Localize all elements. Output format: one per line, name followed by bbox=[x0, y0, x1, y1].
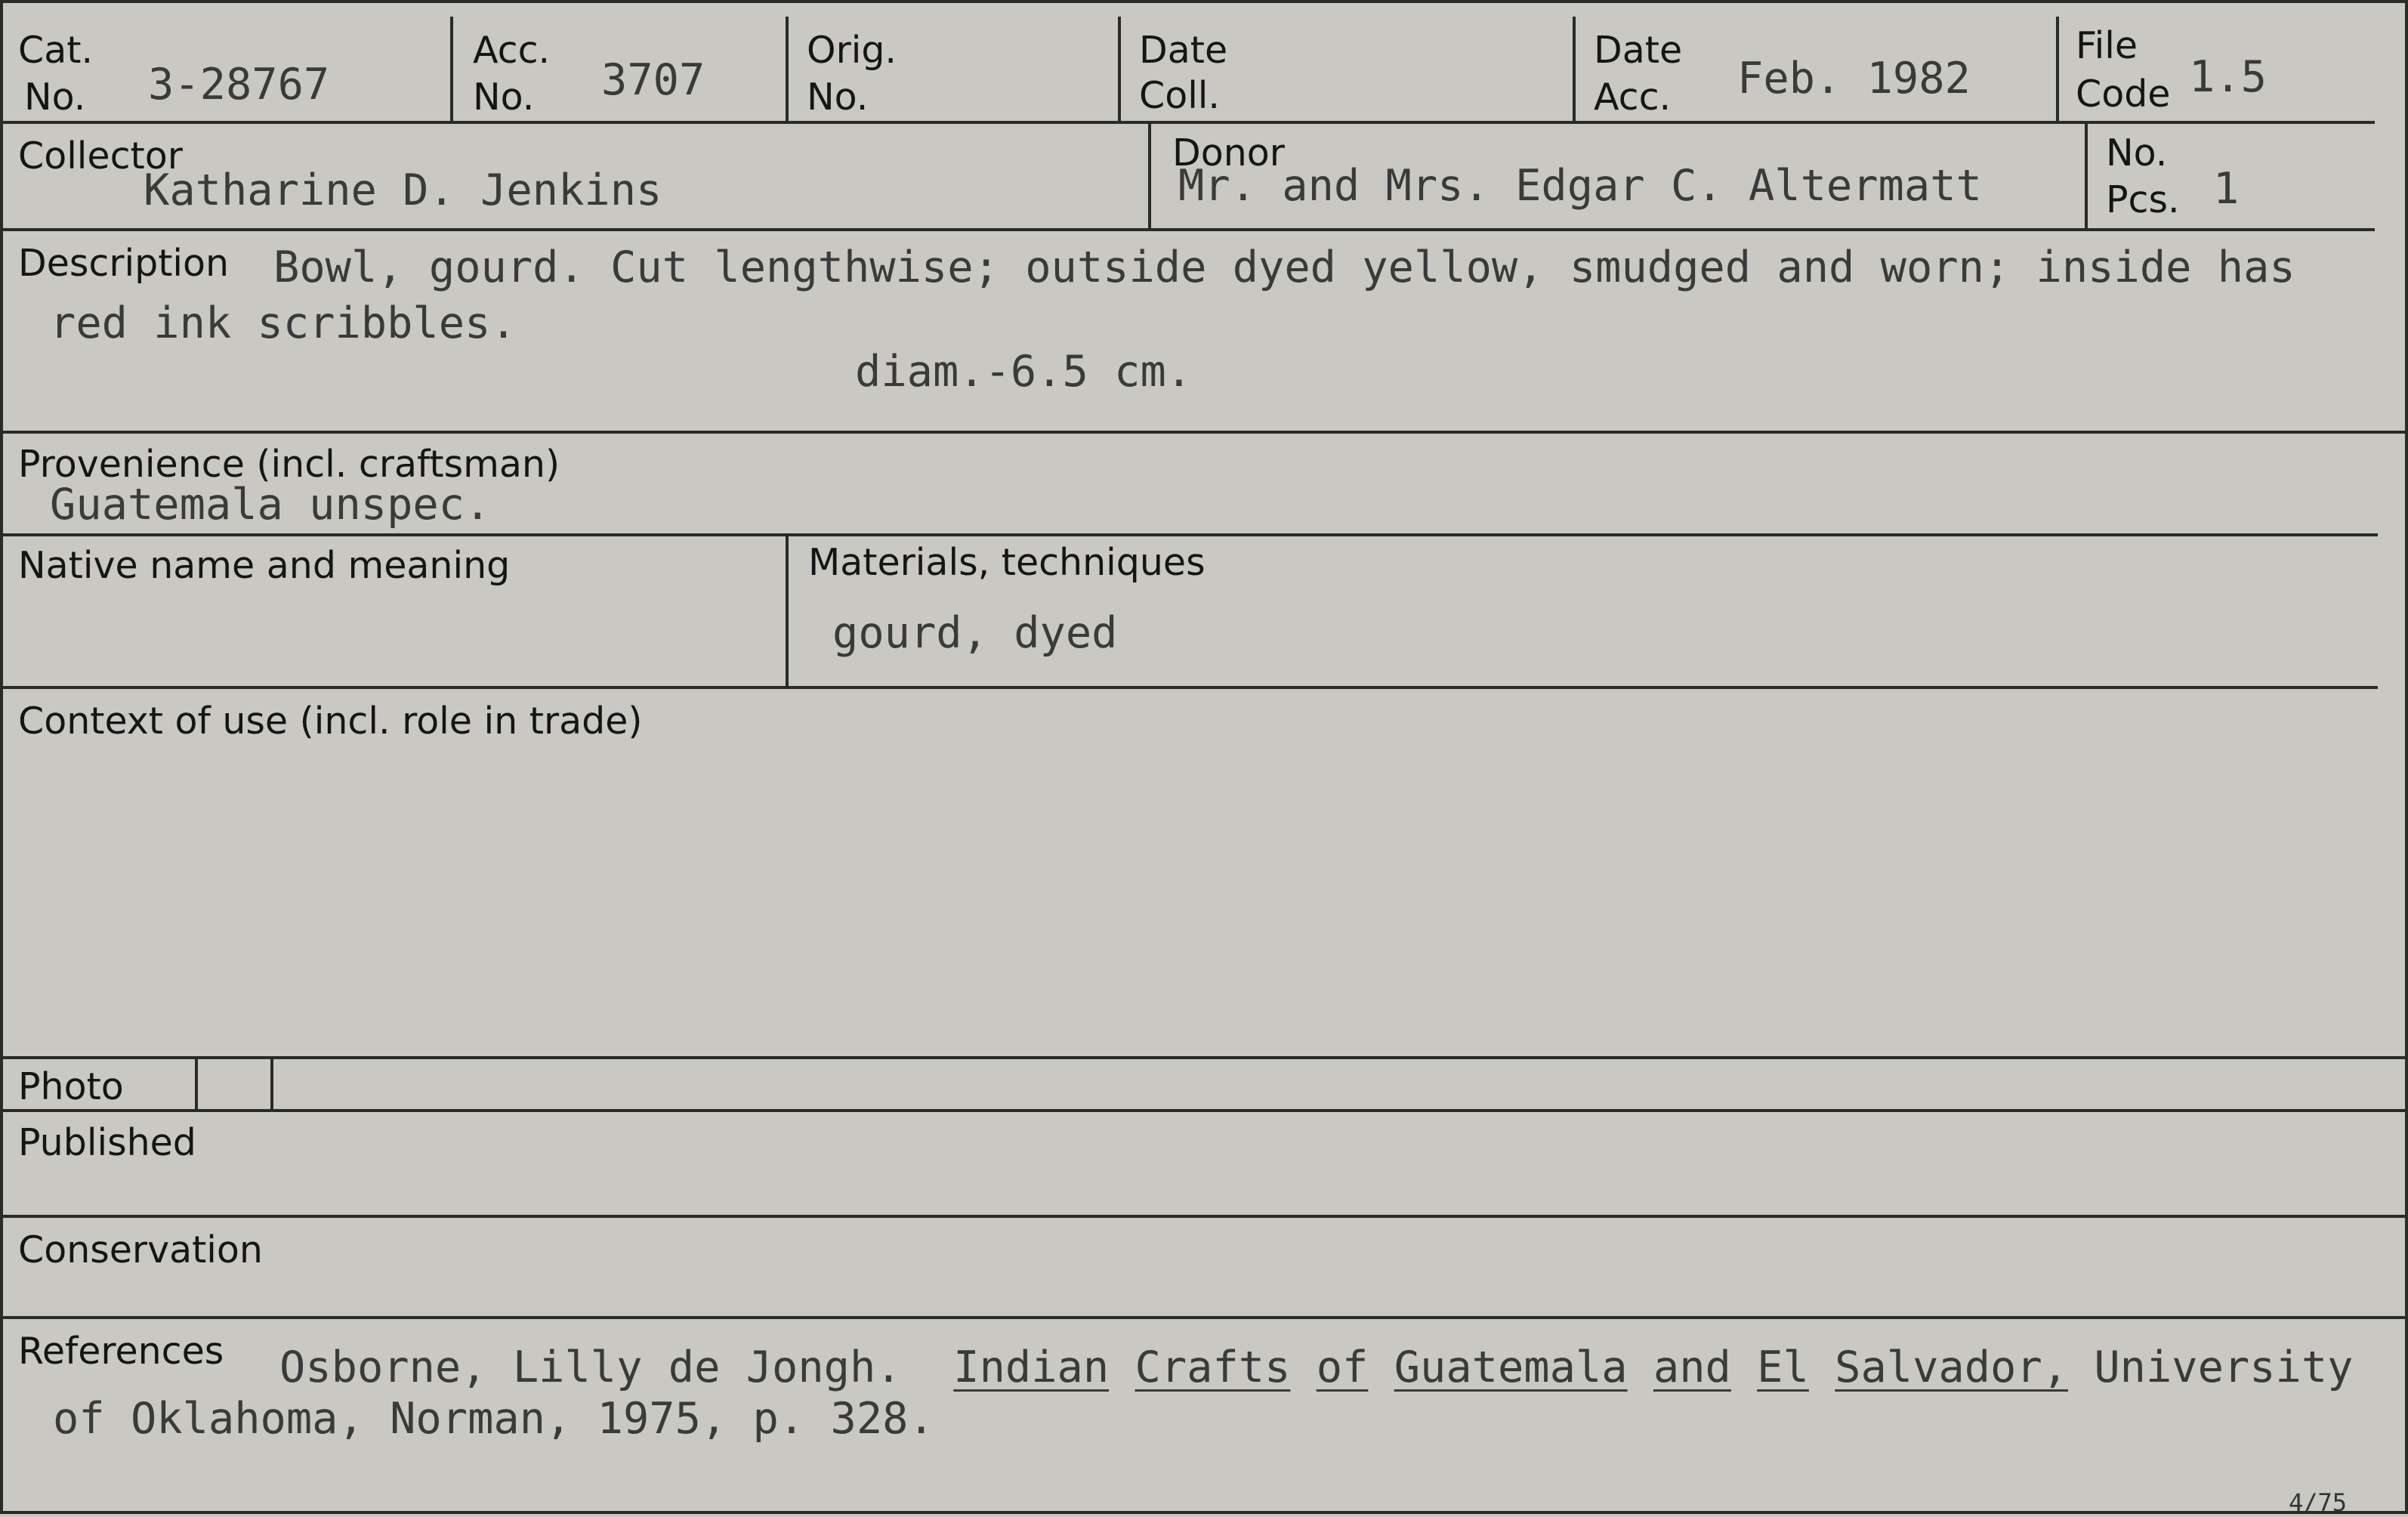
reference-title-word: Indian bbox=[953, 1342, 1110, 1392]
rule-donor-pcs bbox=[2085, 122, 2088, 230]
provenience-label: Provenience (incl. craftsman) bbox=[18, 443, 560, 486]
reference-publisher: University bbox=[2094, 1342, 2354, 1392]
reference-line-1 bbox=[279, 1342, 2354, 1392]
pcs-label-1: No. bbox=[2106, 131, 2168, 175]
reference-title-word: Guatemala bbox=[1394, 1342, 1628, 1392]
rule-published-bottom bbox=[3, 1215, 2408, 1218]
rule-photo-bottom bbox=[3, 1109, 2408, 1112]
collector-label: Collector bbox=[18, 134, 183, 178]
date-coll-label-2: Coll. bbox=[1139, 74, 1220, 117]
published-label: Published bbox=[18, 1121, 196, 1164]
reference-title-word: and bbox=[1653, 1342, 1731, 1392]
file-label-1: File bbox=[2076, 24, 2138, 67]
reference-title-word: El bbox=[1757, 1342, 1809, 1392]
rule-dateacc-file bbox=[2056, 17, 2059, 122]
cat-number: 3-28767 bbox=[148, 60, 330, 110]
orig-label-2: No. bbox=[807, 76, 869, 119]
reference-title bbox=[928, 1342, 2068, 1392]
rule-acc-orig bbox=[786, 17, 789, 122]
donor-value: Mr. and Mrs. Edgar C. Altermatt bbox=[1178, 161, 1982, 211]
photo-label: Photo bbox=[18, 1065, 124, 1108]
reference-title-word: of bbox=[1316, 1342, 1369, 1392]
acc-number: 3707 bbox=[601, 55, 705, 105]
rule-context-bottom bbox=[3, 1056, 2408, 1059]
rule-materials-bottom bbox=[3, 686, 2378, 689]
rule-native-materials bbox=[786, 535, 789, 689]
rule-header-bottom bbox=[3, 121, 2375, 124]
rule-orig-datecoll bbox=[1118, 17, 1121, 122]
context-label: Context of use (incl. role in trade) bbox=[18, 700, 643, 743]
description-line-3: diam.-6.5 cm. bbox=[855, 347, 1193, 397]
reference-line-2: of Oklahoma, Norman, 1975, p. 328. bbox=[53, 1394, 934, 1444]
rule-photo-box-1 bbox=[195, 1058, 198, 1112]
acc-label-2: No. bbox=[473, 76, 535, 119]
provenience-value: Guatemala unspec. bbox=[50, 480, 491, 530]
form-code: 4/75 bbox=[2289, 1488, 2348, 1517]
rule-conservation-bottom bbox=[3, 1316, 2408, 1319]
materials-value: gourd, dyed bbox=[832, 608, 1118, 658]
rule-row2-bottom bbox=[3, 228, 2375, 231]
collector-value: Katharine D. Jenkins bbox=[144, 165, 662, 215]
references-label: References bbox=[18, 1330, 224, 1373]
cat-label-2: No. bbox=[24, 76, 86, 119]
reference-title-word: Crafts bbox=[1135, 1342, 1291, 1392]
rule-collector-donor bbox=[1148, 122, 1151, 230]
orig-label-1: Orig. bbox=[807, 29, 897, 72]
donor-label: Donor bbox=[1172, 131, 1285, 175]
file-code-value: 1.5 bbox=[2189, 52, 2267, 102]
date-acc-label-1: Date bbox=[1594, 29, 1683, 72]
reference-author: Osborne, Lilly de Jongh. bbox=[279, 1342, 902, 1392]
reference-title-word: Salvador, bbox=[1835, 1342, 2068, 1392]
native-name-label: Native name and meaning bbox=[18, 544, 511, 587]
acc-label-1: Acc. bbox=[473, 29, 551, 72]
date-acc-value: Feb. 1982 bbox=[1737, 54, 1971, 104]
rule-cat-acc bbox=[450, 17, 453, 122]
rule-photo-box-2 bbox=[270, 1058, 273, 1112]
conservation-label: Conservation bbox=[18, 1228, 263, 1271]
pcs-label-2: Pcs. bbox=[2106, 178, 2180, 221]
pcs-value: 1 bbox=[2213, 164, 2240, 214]
rule-description-bottom bbox=[3, 431, 2408, 434]
rule-provenience-bottom bbox=[3, 533, 2378, 536]
cat-label-1: Cat. bbox=[18, 29, 94, 72]
description-line-1: Bowl, gourd. Cut lengthwise; outside dyed yellow, smudged and worn; inside has bbox=[273, 243, 2295, 292]
description-label: Description bbox=[18, 242, 230, 285]
materials-label: Materials, techniques bbox=[808, 541, 1206, 584]
description-line-2: red ink scribbles. bbox=[50, 298, 517, 348]
rule-datecoll-dateacc bbox=[1573, 17, 1576, 122]
date-coll-label-1: Date bbox=[1139, 29, 1228, 72]
file-label-2: Code bbox=[2076, 73, 2171, 116]
date-acc-label-2: Acc. bbox=[1594, 76, 1672, 119]
